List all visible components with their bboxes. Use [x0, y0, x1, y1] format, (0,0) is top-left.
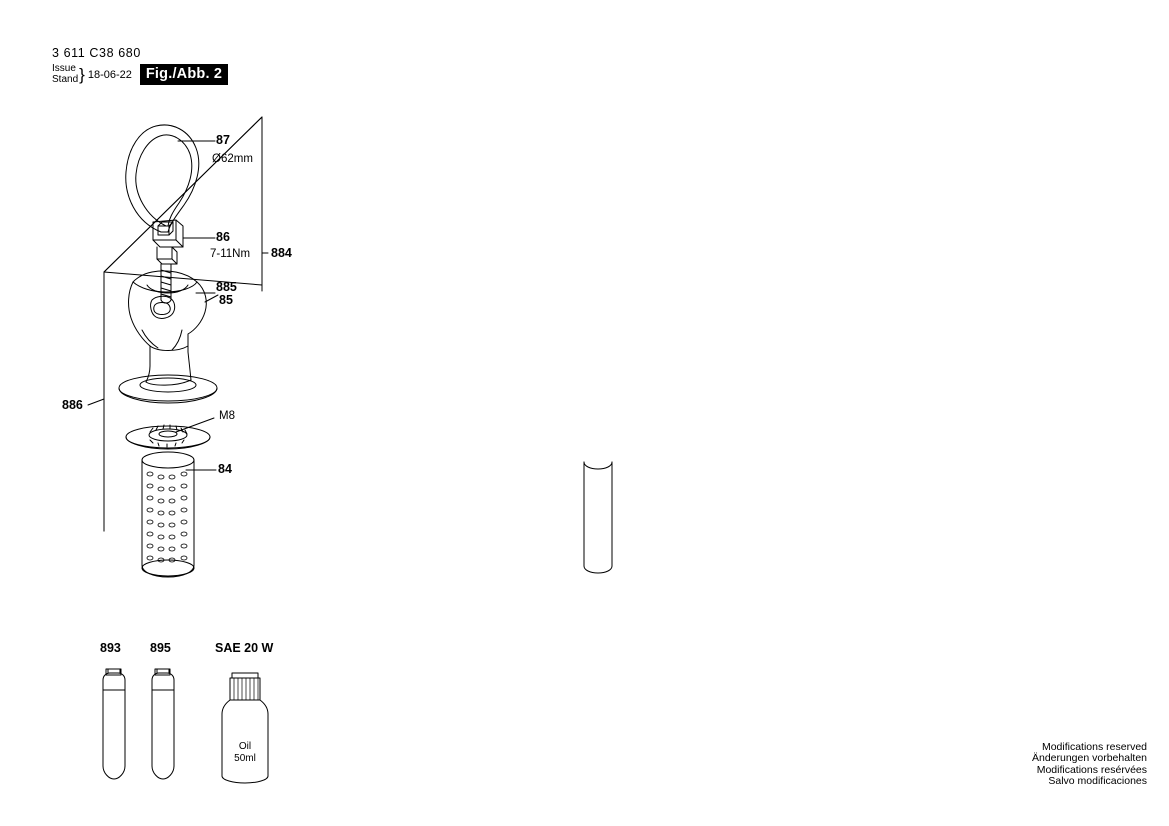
stand-label: Stand	[52, 73, 79, 85]
part-87-loop-handle	[126, 125, 199, 247]
part-84-sleeve-back	[584, 462, 612, 573]
issue-date: 18-06-22	[87, 68, 132, 81]
figure-badge: Fig./Abb. 2	[140, 64, 228, 85]
callout-86: 86	[216, 230, 230, 244]
oil-label-line-2: 50ml	[234, 753, 256, 764]
callout-85: 85	[219, 293, 233, 307]
callout-86-spec: 7-11Nm	[210, 248, 251, 260]
callout-885: 885	[216, 280, 237, 294]
part-84-sleeve-front	[142, 452, 194, 577]
part-895-grease-tube	[152, 669, 174, 779]
brace-glyph: }	[79, 65, 85, 84]
callout-m8: M8	[219, 410, 235, 422]
footer-line-es: Salvo modificaciones	[1048, 775, 1147, 788]
part-number: 3 611 C38 680	[52, 46, 141, 60]
issue-label: Issue	[52, 63, 76, 74]
callout-884: 884	[271, 246, 292, 260]
callout-895: 895	[150, 641, 171, 655]
callout-886: 886	[62, 398, 83, 412]
part-85-housing	[129, 271, 207, 385]
callout-87-spec: Ø62mm	[212, 153, 253, 165]
leader-lines	[88, 141, 268, 470]
footer-line-de: Änderungen vorbehalten	[1031, 752, 1147, 765]
oil-label-line-1: Oil	[238, 741, 252, 752]
callout-87: 87	[216, 133, 230, 147]
part-86-bolt	[157, 247, 177, 303]
assembly-plane-lines	[104, 117, 262, 531]
footer-line-en: Modifications reserved	[1041, 740, 1147, 753]
footer-line-fr: Modifications resérvées	[1036, 763, 1147, 776]
part-886-guard-disc	[119, 375, 217, 403]
assembly-plane-outline	[104, 117, 262, 545]
callout-84: 84	[218, 462, 232, 476]
callout-sae-20w: SAE 20 W	[215, 641, 274, 655]
part-flange-nut-m8	[126, 425, 210, 449]
part-oil-bottle	[222, 673, 268, 783]
callout-893: 893	[100, 641, 121, 655]
footer-notes	[1032, 742, 1147, 788]
part-893-grease-tube	[103, 669, 125, 779]
